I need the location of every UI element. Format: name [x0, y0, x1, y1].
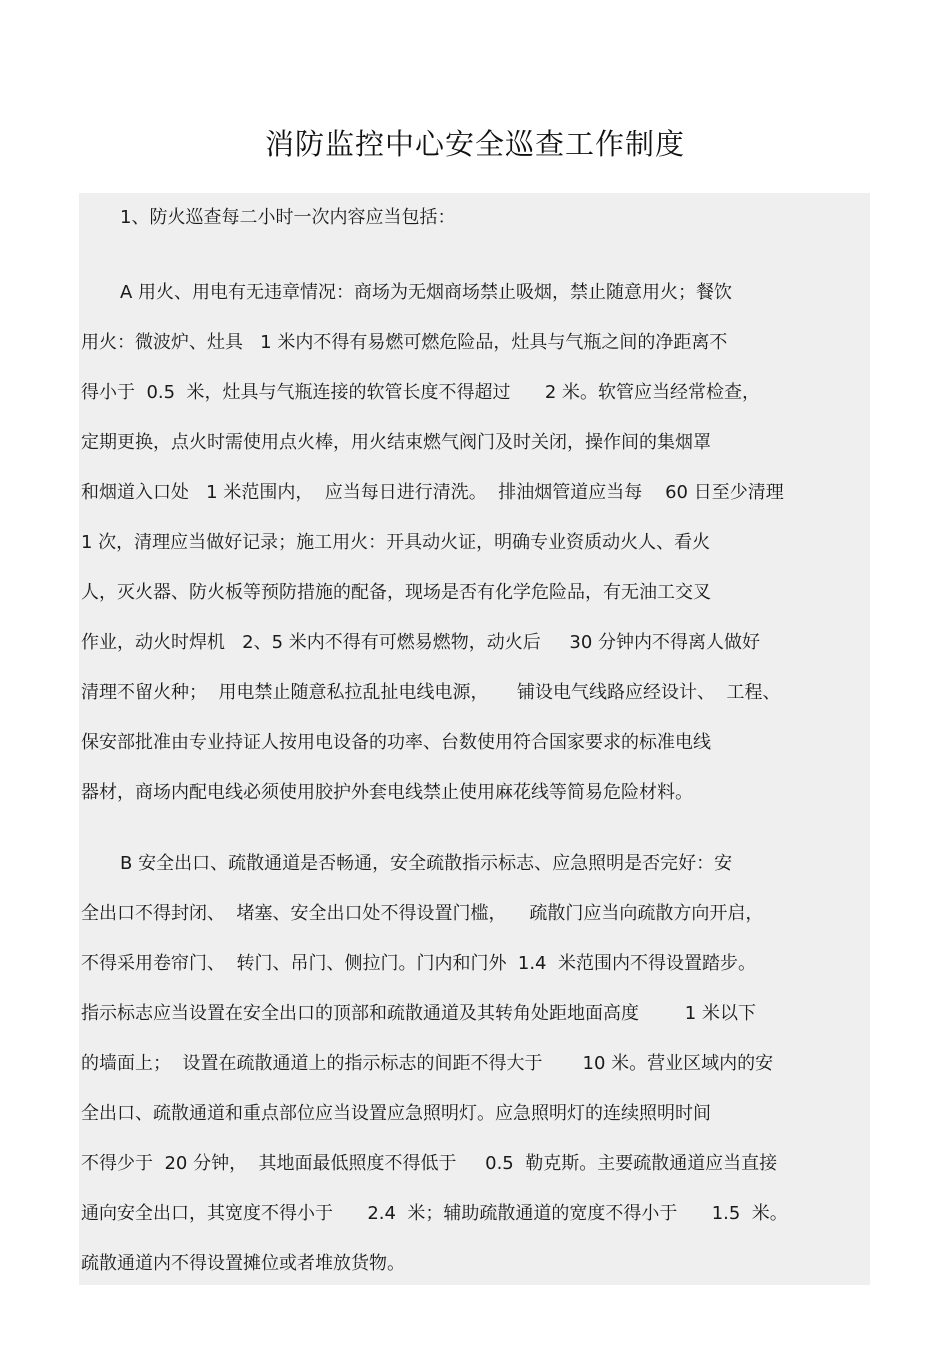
paragraph-line: 不得采用卷帘门、 转门、吊门、侧拉门。门内和门外 1.4 米范围内不得设置踏步。 [81, 953, 756, 974]
paragraph-line: A 用火、用电有无违章情况：商场为无烟商场禁止吸烟，禁止随意用火；餐饮 [120, 282, 733, 303]
paragraph-line: 得小于 0.5 米，灶具与气瓶连接的软管长度不得超过 2 米。软管应当经常检查， [81, 382, 761, 403]
paragraph-line: 全出口不得封闭、 堵塞、安全出口处不得设置门槛， 疏散门应当向疏散方向开启， [81, 903, 764, 924]
paragraph-line: 用火：微波炉、灶具 1 米内不得有易燃可燃危险品，灶具与气瓶之间的净距离不 [81, 332, 728, 353]
paragraph-line: B 安全出口、疏散通道是否畅通，安全疏散指示标志、应急照明是否完好：安 [120, 853, 733, 874]
paragraph-a [81, 272, 871, 822]
paragraph-line: 保安部批准由专业持证人按用电设备的功率、台数使用符合国家要求的标准电线 [81, 732, 711, 753]
paragraph-line: 全出口、疏散通道和重点部位应当设置应急照明灯。应急照明灯的连续照明时间 [81, 1103, 711, 1124]
paragraph-b [81, 843, 871, 1293]
paragraph-line: 器材，商场内配电线必须使用胶护外套电线禁止使用麻花线等简易危险材料。 [81, 782, 693, 803]
paragraph-line: 的墙面上； 设置在疏散通道上的指示标志的间距不得大于 10 米。营业区域内的安 [81, 1053, 774, 1074]
page-title: 消防监控中心安全巡查工作制度 [264, 127, 685, 161]
paragraph-line: 和烟道入口处 1 米范围内， 应当每日进行清洗。 排油烟管道应当每 60 日至少清理 [81, 482, 784, 503]
paragraph-line: 指示标志应当设置在安全出口的顶部和疏散通道及其转角处距地面高度 1 米以下 [81, 1003, 756, 1024]
paragraph-line: 清理不留火种； 用电禁止随意私拉乱扯电线电源， 铺设电气线路应经设计、 工程、 [81, 682, 781, 703]
paragraph-line: 作业，动火时焊机 2、5 米内不得有可燃易燃物，动火后 30 分钟内不得离人做好 [81, 632, 761, 653]
paragraph-line: 通向安全出口，其宽度不得小于 2.4 米；辅助疏散通道的宽度不得小于 1.5 米。 [81, 1203, 788, 1224]
paragraph-line: 1 次，清理应当做好记录；施工用火：开具动火证，明确专业资质动火人、看火 [81, 532, 711, 553]
paragraph-line: 疏散通道内不得设置摊位或者堆放货物。 [81, 1253, 405, 1274]
paragraph-line: 定期更换，点火时需使用点火棒，用火结束燃气阀门及时关闭，操作间的集烟罩 [81, 432, 711, 453]
paragraph-line: 人，灭火器、防火板等预防措施的配备，现场是否有化学危险品，有无油工交叉 [81, 582, 711, 603]
section-heading: 1、防火巡查每二小时一次内容应当包括： [120, 207, 456, 228]
paragraph-line: 不得少于 20 分钟， 其地面最低照度不得低于 0.5 勒克斯。主要疏散通道应当直接 [81, 1153, 778, 1174]
